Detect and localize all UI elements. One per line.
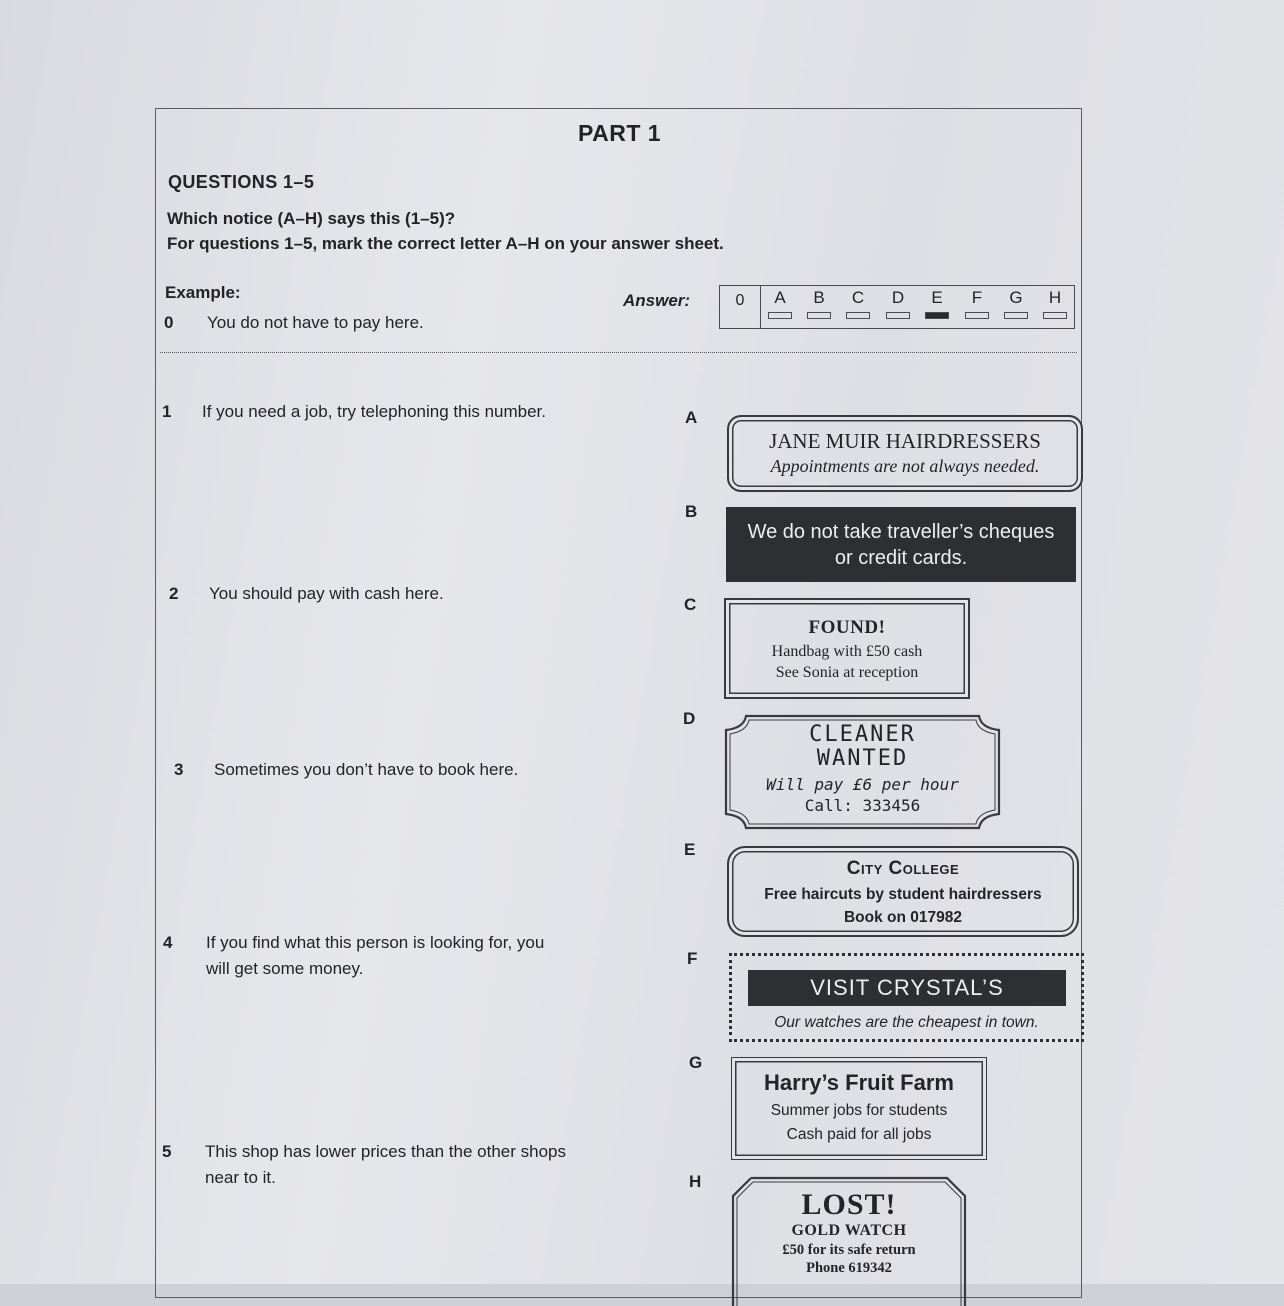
answer-box-h[interactable] <box>1043 312 1067 319</box>
notice-h-title: LOST! <box>801 1188 897 1221</box>
question-number: 1 <box>162 402 172 421</box>
answer-box-d[interactable] <box>886 312 910 319</box>
notice-letter-h: H <box>689 1172 702 1191</box>
notice-c-title: FOUND! <box>808 617 886 638</box>
notice-f-title: VISIT CRYSTAL’S <box>748 970 1066 1006</box>
answer-box-g[interactable] <box>1004 312 1028 319</box>
question-number: 4 <box>163 933 173 952</box>
notice-letter-e: E <box>684 840 696 859</box>
notice-b <box>726 507 1076 582</box>
question-text: Sometimes you don’t have to book here. <box>214 760 519 779</box>
notice-letter-f: F <box>687 949 698 968</box>
notice-d-title-2: WANTED <box>816 746 909 771</box>
answer-box-f[interactable] <box>965 312 989 319</box>
answer-option-e[interactable]: E <box>922 288 952 319</box>
question-1 <box>162 399 546 425</box>
question-5 <box>162 1139 566 1191</box>
question-text: If you find what this person is looking for, you <box>206 933 545 952</box>
question-text: You should pay with cash here. <box>209 584 444 603</box>
notice-e <box>727 846 1079 937</box>
notice-h-line-4: Phone 619342 <box>806 1260 892 1276</box>
answer-option-d[interactable]: D <box>883 288 913 319</box>
question-text: This shop has lower prices than the other shops <box>205 1142 566 1161</box>
notice-e-line-2: Free haircuts by student hairdressers <box>764 886 1042 903</box>
answer-option-f[interactable]: F <box>962 288 992 319</box>
notice-a-text: Appointments are not always needed. <box>770 456 1040 476</box>
notice-letter-d: D <box>683 709 696 728</box>
answer-box-e[interactable] <box>925 312 949 319</box>
notice-c-line-3: See Sonia at reception <box>775 664 919 681</box>
notice-g-line-3: Cash paid for all jobs <box>786 1126 932 1143</box>
answer-number: 0 <box>720 286 761 328</box>
notice-letter-b: B <box>685 502 698 521</box>
answer-option-c[interactable]: C <box>843 288 873 319</box>
notice-d-line-3: Will pay £6 per hour <box>766 775 959 794</box>
question-text: If you need a job, try telephoning this number. <box>202 402 547 421</box>
notice-letter-a: A <box>685 408 698 427</box>
example-question <box>164 313 424 333</box>
notice-a-title: JANE MUIR HAIRDRESSERS <box>769 429 1041 453</box>
answer-box-c[interactable] <box>846 312 870 319</box>
notice-d <box>724 714 1001 830</box>
notice-e-title: City College <box>846 858 960 879</box>
notice-d-line-4: Call: 333456 <box>804 796 921 815</box>
example-text: You do not have to pay here. <box>207 313 424 332</box>
notice-a <box>727 415 1083 492</box>
notice-d-title-1: CLEANER <box>809 722 916 747</box>
question-text: will get some money. <box>206 959 364 978</box>
section-heading: QUESTIONS 1–5 <box>168 172 315 192</box>
answer-label: Answer: <box>623 291 691 310</box>
example-divider <box>160 352 1077 353</box>
answer-box-b[interactable] <box>807 312 831 319</box>
answer-option-a[interactable]: A <box>765 288 795 319</box>
notice-c-line-2: Handbag with £50 cash <box>771 643 923 660</box>
notice-e-line-3: Book on 017982 <box>843 909 963 926</box>
question-number: 3 <box>174 760 184 779</box>
example-label: Example: <box>165 283 241 302</box>
question-2 <box>169 581 444 607</box>
answer-option-b[interactable]: B <box>804 288 834 319</box>
question-number: 2 <box>169 584 179 603</box>
notice-f-text: Our watches are the cheapest in town. <box>774 1014 1039 1031</box>
notice-b-line-2: or credit cards. <box>834 547 968 569</box>
answer-option-h[interactable]: H <box>1040 288 1070 319</box>
example-number: 0 <box>164 313 174 332</box>
notice-b-line-1: We do not take traveller’s cheques <box>747 521 1055 543</box>
question-text: near to it. <box>205 1168 276 1187</box>
notice-c <box>724 598 970 699</box>
notice-letter-g: G <box>689 1053 703 1072</box>
answer-box-a[interactable] <box>768 312 792 319</box>
notice-g <box>731 1057 987 1160</box>
notice-g-line-2: Summer jobs for students <box>770 1102 948 1119</box>
instruction-line-1: Which notice (A–H) says this (1–5)? <box>167 209 456 228</box>
notice-h <box>731 1176 967 1306</box>
notice-letter-c: C <box>684 595 697 614</box>
notice-h-line-3: £50 for its safe return <box>782 1242 916 1258</box>
question-4 <box>163 930 544 982</box>
part-title: PART 1 <box>578 120 662 146</box>
question-3 <box>174 757 518 783</box>
instruction-line-2: For questions 1–5, mark the correct letter A–H on your answer sheet. <box>167 234 724 253</box>
answer-grid <box>719 285 1075 329</box>
notice-g-title: Harry’s Fruit Farm <box>764 1070 954 1095</box>
notice-f <box>729 953 1084 1042</box>
question-number: 5 <box>162 1142 172 1161</box>
notice-h-line-2: GOLD WATCH <box>791 1222 907 1239</box>
answer-option-g[interactable]: G <box>1001 288 1031 319</box>
